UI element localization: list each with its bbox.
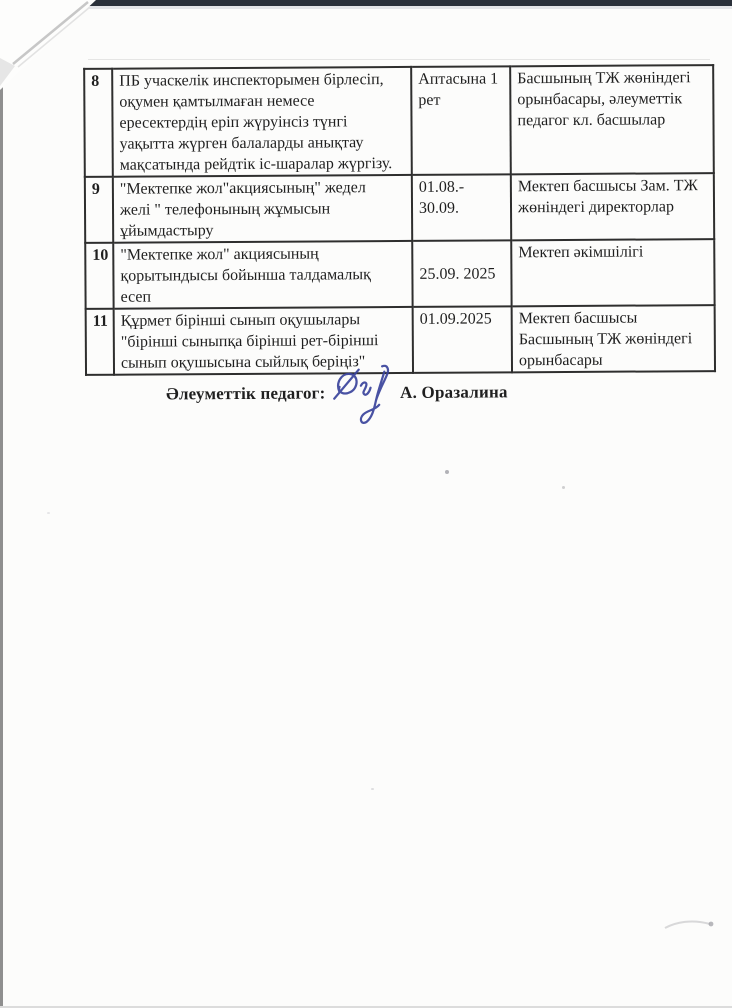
term-cell — [412, 240, 511, 307]
activity-text: "Мектепке жол"акциясының" жедел желі " телефонының жұмысын ұйымдастыру — [119, 179, 366, 240]
signature-ink — [331, 363, 397, 425]
folded-corner — [0, 0, 120, 100]
scan-speck — [47, 512, 50, 514]
row-number: 9 — [91, 180, 100, 198]
scan-speck — [371, 788, 374, 790]
term-text: 25.09. 2025 — [419, 244, 496, 283]
activity-text: Құрмет бірінші сынып оқушылары "бірінші сыныпқа бірінші рет-бірінші сынып оқушысына сыйлық беріңіз" — [120, 311, 379, 372]
term-cell — [412, 174, 511, 241]
activity-text: ПБ учаскелік инспекторымен бірлесіп, оқумен қамтылмаған немесе ересектердің еріп жүруінсіз түнгі уақытта жүрген балаларды анықтау мақсатында рейдтік іс-шаралар жүргізу. — [119, 71, 393, 174]
activity-cell — [113, 175, 412, 243]
responsible-cell — [510, 65, 714, 174]
pencil-smudge — [662, 912, 720, 938]
term-cell — [411, 66, 511, 175]
signature-name: А. Оразалина — [400, 382, 508, 403]
responsible-cell — [511, 239, 714, 306]
row-number: 10 — [92, 246, 109, 264]
term-cell — [413, 306, 512, 373]
table-row — [84, 65, 714, 177]
signature-stroke — [334, 366, 388, 423]
plan-table-body — [84, 65, 715, 375]
term-text: Аптасына 1 рет — [418, 70, 499, 109]
responsible-cell — [512, 305, 715, 372]
term-text: 01.09.2025 — [419, 310, 492, 328]
activity-cell — [113, 241, 412, 309]
row-number-cell — [85, 177, 113, 243]
signature-label: Әлеуметтік педагог: — [166, 383, 326, 404]
row-number: 8 — [91, 72, 100, 90]
row-number: 11 — [92, 312, 108, 330]
table-row — [85, 239, 714, 309]
responsible-text: Мектеп басшысы Зам. ТЖ жөніндегі директорлар — [517, 177, 698, 217]
table-row — [85, 173, 714, 243]
scan-speck — [562, 486, 565, 489]
responsible-cell — [511, 173, 714, 240]
term-text: 01.08.- 30.09. — [418, 178, 465, 217]
activity-text: "Мектепке жол" акциясының қорытындысы бойынша талдамалық есеп — [120, 245, 371, 306]
table-row — [86, 305, 715, 375]
responsible-text: Мектеп басшысы Басшының ТЖ жөніндегі орынбасары — [518, 309, 693, 370]
action-plan-table — [83, 64, 716, 376]
row-number-cell — [85, 243, 113, 309]
row-number-cell — [86, 309, 114, 375]
responsible-text: Мектеп әкімшілігі — [518, 243, 644, 262]
scanner-edge-left — [0, 0, 3, 1008]
responsible-text: Басшының ТЖ жөніндегі орынбасары, әлеуметтік педагог кл. басшылар — [517, 69, 691, 130]
scan-speck — [445, 470, 449, 474]
activity-cell — [112, 67, 412, 177]
